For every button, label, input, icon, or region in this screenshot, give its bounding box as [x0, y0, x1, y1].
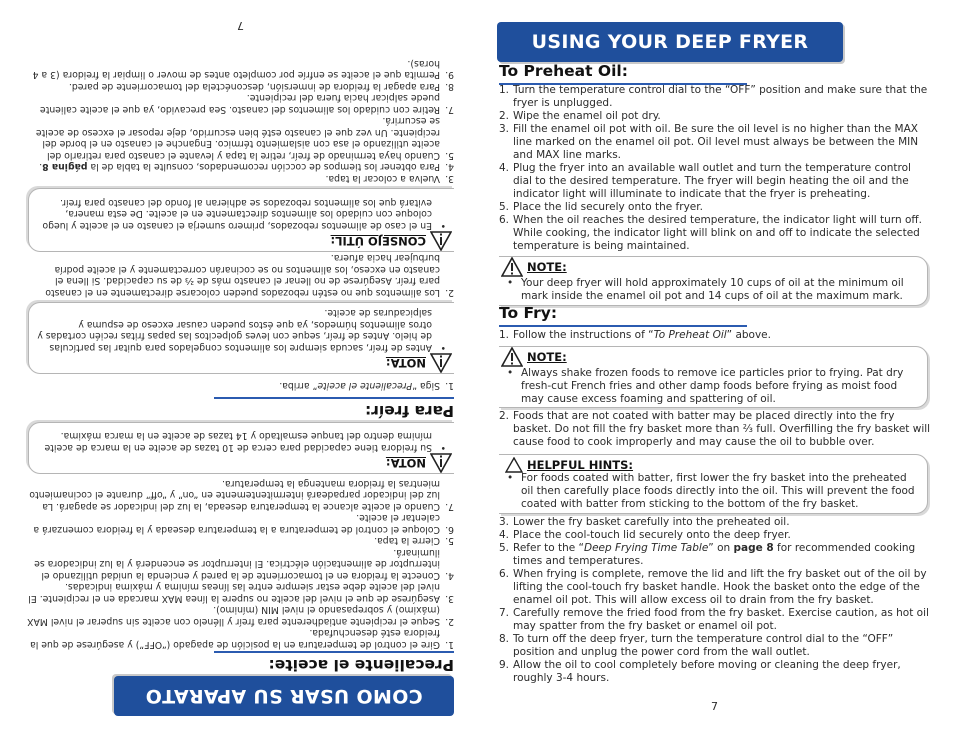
list-item [499, 542, 933, 568]
step-text: Gire el control de temperatura en la posición de apagado (“OFF”) y asegúrese de que la freidora esté desenchufada. [30, 627, 440, 650]
step-text-part: Refer to the “ [513, 542, 584, 554]
step-text-part: Follow the instructions of “ [513, 329, 654, 341]
step-number: 9. [445, 69, 454, 81]
warning-icon [430, 453, 452, 473]
bullet-icon: • [507, 367, 514, 379]
note-label: NOTE: [527, 350, 567, 364]
step-text: Asegúrese de que el nivel del aceite no supere la línea MAX marcada en el recipiente. El nivel del aceite debe estar siempre entre las líneas mínima y máxima indicadas. [28, 581, 440, 604]
list-item [499, 329, 933, 342]
step-number: 4. [499, 162, 510, 174]
step-text: Permita que el aceite se enfríe por completo antes de mover o limpiar la freidora (3 a 4 horas). [32, 58, 440, 81]
step-text: When the oil reaches the desired temperature, the indicator light will turn off. While cooking, the indicator light will blink on and off to indicate the selected temperature is being maintained. [513, 214, 922, 252]
spanish-note-body [37, 307, 446, 353]
warning-icon [501, 347, 523, 367]
hint-icon [430, 231, 452, 251]
page-ref: page 8 [733, 542, 774, 554]
english-page [477, 0, 954, 738]
step-number: 7. [499, 607, 510, 619]
step-text [26, 379, 440, 392]
list-item [26, 58, 454, 81]
step-number: 5. [499, 201, 510, 213]
step-number: 3. [499, 516, 510, 528]
step-text-part: ” on [708, 542, 734, 554]
step-text-part: ” arriba. [279, 380, 318, 391]
step-text: Seque el recipiente antiadherente para freír y llénelo con aceite sin superar el nivel MAX (máximo) y sobrepasando el nivel MIN (mínimo). [27, 604, 440, 627]
step-text: Coloque el control de temperatura a la temperatura deseada y la freidora comenzará a calentar el aceite. [33, 512, 440, 535]
fry-step-1 [499, 329, 933, 342]
list-item [499, 201, 933, 214]
step-text: Place the lid securely onto the fryer. [513, 201, 703, 213]
note-header [501, 347, 567, 367]
step-number: 7. [445, 104, 454, 115]
warning-icon [501, 257, 523, 277]
list-item [26, 512, 454, 535]
step-text: To turn off the deep fryer, turn the temperature control dial to the “OFF” position and unplug the power cord from the wall outlet. [513, 633, 894, 658]
list-item [499, 123, 933, 162]
step-text: When frying is complete, remove the lid and lift the fry basket out of the oil by lifting the cool-touch fry basket handle. Hook the basket onto the edge of the enamel oil pot. This will allow excess oil to drain from the fry basket. [513, 568, 927, 606]
step-number: 6. [445, 524, 454, 535]
note-label: NOTE: [527, 260, 567, 274]
step-number: 1. [445, 639, 454, 650]
step-text-italic: Deep Frying Time Table [583, 542, 709, 554]
step-text: Lower the fry basket carefully into the preheated oil. [513, 516, 790, 528]
list-item [499, 516, 933, 529]
list-item [499, 607, 933, 633]
spanish-preheat-title [269, 656, 454, 674]
bullet-icon: • [507, 472, 514, 484]
spanish-hints-box [28, 188, 454, 252]
spanish-note-box-2 [28, 302, 454, 374]
spanish-fry-title [365, 402, 454, 420]
list-item [26, 92, 454, 115]
list-item [499, 633, 933, 659]
list-item [26, 547, 454, 582]
note-text: Your deep fryer will hold approximately 10 cups of oil at the minimum oil mark inside the enamel oil pot and 14 cups of oil at the maximum mark. [521, 277, 904, 302]
step-text: Place the cool-touch lid securely onto the deep fryer. [513, 529, 791, 541]
hints-text: For foods coated with batter, first lower the fry basket into the preheated oil then carefully place foods directly into the oil. This will prevent the food coated with batter from sticking to the bottom of the fry basket. [521, 472, 915, 510]
list-item [499, 410, 933, 449]
list-item [499, 659, 933, 685]
spanish-preheat-list [26, 478, 454, 651]
step-number: 2. [499, 410, 510, 422]
step-number: 1. [499, 84, 510, 96]
list-item [26, 581, 454, 604]
list-item [26, 252, 454, 298]
spanish-fry-title-text: Para freír: [365, 402, 454, 420]
step-number: 7. [445, 501, 454, 512]
step-text-part: Siga “ [412, 380, 440, 391]
list-item [499, 84, 933, 110]
step-number: 3. [445, 173, 454, 184]
fry-step-2 [499, 410, 933, 449]
bullet-icon: • [440, 442, 446, 453]
list-item [499, 162, 933, 201]
step-number: 6. [499, 568, 510, 580]
spanish-hints-body [37, 197, 446, 232]
step-text: Turn the temperature control dial to the “OFF” position and make sure that the fryer is unplugged. [513, 84, 928, 109]
spanish-note-body [37, 430, 446, 453]
step-text: Allow the oil to cool completely before moving or cleaning the deep fryer, roughly 3-4 hours. [513, 659, 901, 684]
list-item [26, 115, 454, 161]
list-item [26, 173, 454, 185]
list-item [26, 81, 454, 93]
step-text: Retire con cuidado los alimentos del canasto. Sea precavido, ya que el aceite caliente puede salpicar hacia fuera del recipiente. [39, 92, 440, 115]
step-number: 1. [445, 380, 454, 391]
step-text: Vuelva a colocar la tapa. [325, 173, 440, 184]
bullet-icon: • [507, 277, 514, 289]
hint-icon [505, 457, 523, 473]
spanish-banner-title: COMO USAR SU APARATO [145, 685, 423, 707]
step-number: 2. [499, 110, 510, 122]
step-number: 5. [499, 542, 510, 554]
list-item [26, 535, 454, 547]
fry-title-rule [499, 325, 747, 327]
spanish-note-label: NOTA: [385, 356, 426, 370]
note-box-oil-capacity [499, 256, 928, 306]
list-item [26, 627, 454, 650]
note-header [501, 257, 567, 277]
list-item [26, 379, 454, 392]
fry-title-text: To Fry: [499, 304, 558, 322]
spanish-note-text: Su freidora tiene capacidad para cerca de 10 tazas de aceite en la marca de aceite mínima dentro del tanque esmaltado y 14 tazas de aceite en la marca máxima. [44, 430, 432, 453]
spanish-hints-label: CONSEJO ÚTIL: [330, 234, 426, 248]
list-item [499, 568, 933, 607]
list-item [26, 478, 454, 513]
list-item [26, 604, 454, 627]
step-text-part: ” above. [726, 329, 771, 341]
list-item [499, 214, 933, 253]
preheat-title-text: To Preheat Oil: [499, 62, 628, 80]
step-text: Conecte la freidora en el tomacorriente de la pared y encienda la unidad utilizando el interruptor de alimentación eléctrica. El interruptor se encenderá y la luz indicadora se iluminará. [34, 547, 440, 581]
step-text: Carefully remove the fried food from the fry basket. Exercise caution, as hot oil may spatter from the fry basket or enamel oil pot. [513, 607, 929, 632]
step-number: 6. [499, 214, 510, 226]
step-number: 1. [499, 329, 510, 341]
spanish-note-text: Antes de freír, sacuda siempre los alimentos congelados para quitar las partículas de hielo. Antes de freír, seque con leves golpecitos las papas fritas recién cortadas y otros alimentos húmedos, ya que éstos pueden causar exceso de espuma y salpicaduras de aceite. [37, 307, 432, 353]
step-number: 4. [499, 529, 510, 541]
preheat-steps [499, 84, 933, 253]
spanish-note-header [386, 353, 452, 373]
spanish-fry-rule [214, 397, 454, 399]
spanish-preheat-title-text: Precaliente el aceite: [268, 656, 454, 674]
spanish-hints-text: En el caso de alimentos rebozados, primero sumerja el canasto en el aceite y luego coloque con cuidado los alimentos directamente en el aceite. De esta manera, evitará que los alimentos rebozados se adhieran al fondo del canasto para freír. [42, 197, 432, 231]
hints-body [507, 472, 919, 511]
hints-header [505, 457, 633, 473]
warning-icon [430, 353, 452, 373]
step-text: Para apagar la freidora de inmersión, desconéctela del tomacorriente de pared. [68, 81, 440, 92]
list-item [26, 161, 454, 173]
step-number: 2. [445, 287, 454, 298]
step-text: Cierre la tapa. [374, 535, 440, 547]
step-text: Foods that are not coated with batter may be placed directly into the fry basket. Do not fill the fry basket more than ⅔ full. Overfilling the fry basket will cause food to cook improperly and may cause the oil to bubble over. [513, 410, 931, 448]
step-text: Cuando haya terminado de freír, retire la tapa y levante el canasto para retirarlo del aceite utilizando el asa con aislamiento térmico. Enganche el canasto en el borde del recipiente. Un vez que el canasto esté bien escurrido, deje reposar el exceso de aceite se escurrirá. [35, 115, 440, 161]
bullet-icon: • [440, 220, 446, 231]
step-text-part: Para obtener los tiempos de cocción recomendados, consulte la tabla de la [87, 161, 440, 173]
step-text: Wipe the enamel oil pot dry. [513, 110, 661, 122]
list-item [499, 529, 933, 542]
step-text-part: for recommended cooking times and temperatures. [513, 542, 916, 567]
step-text-italic: Precaliente el aceite [317, 380, 413, 391]
step-text [513, 542, 933, 568]
step-number: 5. [445, 535, 454, 547]
note-body [507, 277, 919, 303]
spanish-banner [114, 676, 454, 716]
english-banner-title: USING YOUR DEEP FRYER [531, 31, 809, 53]
step-number: 5. [445, 150, 454, 161]
spanish-note-label: NOTA: [385, 456, 426, 470]
step-text: Los alimentos que no estén rebozados pueden colocarse directamente en el canasto para freír. Asegúrese de no llenar el canasto más de ⅔ de su capacidad. Si llena el canasto en exceso, los alimentos no se cocinarán correctamente y el aceite podría burbujear hacia afuera. [45, 252, 440, 298]
step-text: Plug the fryer into an available wall outlet and turn the temperature control dial to the desired temperature. The fryer will begin heating the oil and the indicator light will illuminate to indicate that the fryer is preheating. [513, 162, 911, 200]
spanish-page-number: 7 [237, 19, 244, 32]
step-text-part: . [39, 161, 43, 173]
step-number: 8. [499, 633, 510, 645]
spanish-note-box-1 [28, 422, 454, 474]
list-item [499, 110, 933, 123]
step-number: 3. [499, 123, 510, 135]
step-number: 4. [445, 570, 454, 581]
spanish-fry-step1 [26, 379, 454, 392]
hints-label: HELPFUL HINTS: [527, 458, 634, 472]
spanish-preheat-rule [214, 651, 454, 653]
spanish-fry-step2 [26, 252, 454, 298]
step-text [513, 329, 933, 342]
step-number: 9. [499, 659, 510, 671]
note-box-frozen-foods [499, 346, 928, 408]
fry-steps-rest [499, 516, 933, 685]
step-text: Cuando el aceite alcance la temperatura deseada, la luz del indicador se apagará. La luz del indicador parpadeará intermitentemente en “on” y “off” durante el cocinamiento mientras la freidora mantenga la temperatura. [29, 478, 440, 512]
helpful-hints-box [499, 454, 928, 514]
step-text-italic: To Preheat Oil [653, 329, 727, 341]
step-number: 4. [445, 161, 454, 173]
note-text: Always shake frozen foods to remove ice particles prior to frying. Pat dry fresh-cut French fries and other damp foods before frying as moist food may cause excess foaming and spattering of oil. [521, 367, 904, 405]
page-number: 7 [711, 700, 718, 713]
step-text: Fill the enamel oil pot with oil. Be sure the oil level is no higher than the MAX line marked on the enamel oil pot. Oil level must always be between the MIN and MAX line marks. [513, 123, 919, 161]
page-ref: página 8 [42, 161, 88, 173]
spanish-hints-header [331, 231, 452, 251]
step-text [26, 161, 440, 173]
fry-title [499, 304, 557, 322]
bullet-icon: • [440, 342, 446, 353]
step-number: 8. [445, 81, 454, 92]
step-number: 2. [445, 616, 454, 627]
spanish-note-header [386, 453, 452, 473]
note-body [507, 367, 919, 406]
spanish-fry-steps-rest [26, 58, 454, 185]
preheat-title [499, 62, 628, 80]
english-banner [497, 22, 843, 62]
step-number: 3. [445, 593, 454, 604]
